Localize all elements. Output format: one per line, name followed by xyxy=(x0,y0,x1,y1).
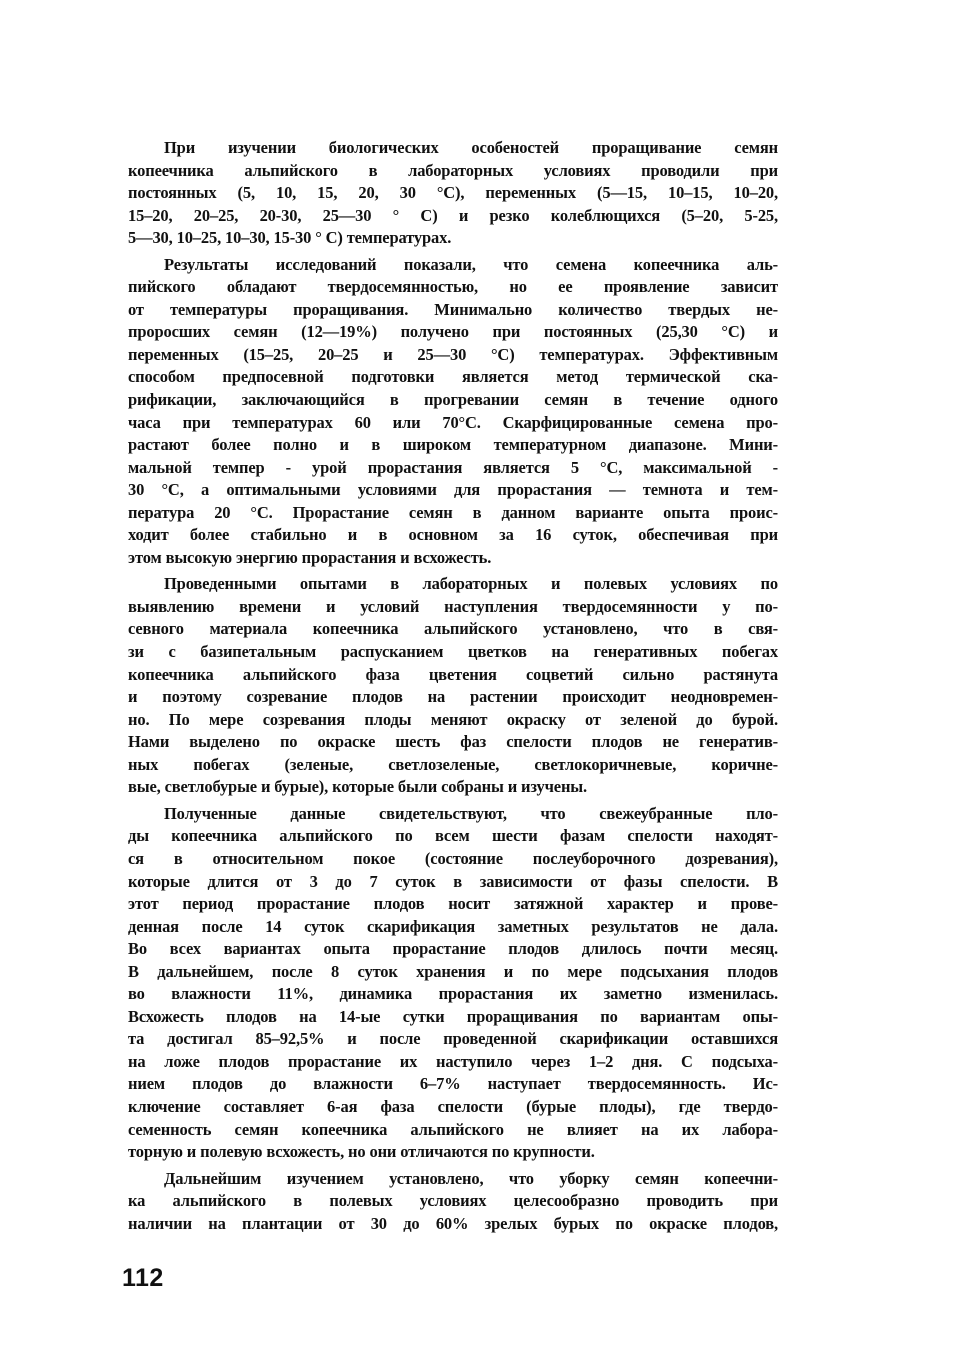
paragraph-1 xyxy=(128,137,778,250)
page-number: 112 xyxy=(122,1264,164,1292)
text-line: растают более полно и в широком температурном диапазоне. Мини- xyxy=(128,435,778,455)
text-line: постоянных (5, 10, 15, 20, 30 °С), переменных (5—15, 10–15, 10–20, xyxy=(128,183,778,203)
text-line: ся в относительном покое (состояние послеуборочного дозревания), xyxy=(128,848,778,868)
text-line: Дальнейшим изучением установлено, что уборку семян копеечни- xyxy=(164,1168,778,1188)
text-line: этом высокую энергию прорастания и всхожесть. xyxy=(128,547,492,567)
text-line: Полученные данные свидетельствуют, что свежеубранные пло- xyxy=(164,803,778,823)
page-body xyxy=(128,137,778,1239)
text-line: Всхожесть плодов на 14-ые сутки проращивания по вариантам опы- xyxy=(128,1006,778,1026)
text-line: Проведенными опытами в лабораторных и полевых условиях по xyxy=(164,574,778,594)
text-line: пийского обладают твердосемянностью, но ее проявление зависит xyxy=(128,277,778,297)
text-line: та достигал 85–92,5% и после проведенной скарификации оставшихся xyxy=(128,1029,778,1049)
text-line: зи с базипетальным распусканием цветков на генеративных побегах xyxy=(128,642,778,662)
text-line: мальной темпер - урой прорастания является 5 °С, максимальной - xyxy=(128,457,778,477)
text-line: севного материала копеечника альпийского установлено, что в свя- xyxy=(128,619,778,639)
text-line: от температуры проращивания. Минимально количество твердых не- xyxy=(128,299,778,319)
text-line: ключение составляет 6-ая фаза спелости (бурые плоды), где твердо- xyxy=(128,1096,778,1116)
text-line: 5—30, 10–25, 10–30, 15-30 ° С) температурах. xyxy=(128,228,452,248)
text-line: которые длится от 3 до 7 суток в зависимости от фазы спелости. В xyxy=(128,871,778,891)
text-line: семенность семян копеечника альпийского не влияет на их лабора- xyxy=(128,1119,778,1139)
text-line: 30 °С, а оптимальными условиями для прорастания — темнота и тем- xyxy=(128,480,778,500)
text-line: Результаты исследований показали, что семена копеечника аль- xyxy=(164,254,778,274)
text-line: часа при температурах 60 или 70°С. Скарфицированные семена про- xyxy=(128,412,778,432)
text-line: на ложе плодов прорастание их наступило через 1–2 дня. С подсыха- xyxy=(128,1051,778,1071)
text-line: выявлению времени и условий наступления твердосемянности у по- xyxy=(128,596,778,616)
text-line: проросших семян (12—19%) получено при постоянных (25,30 °С) и xyxy=(128,322,778,342)
text-line: ходит более стабильно и в основном за 16 суток, обеспечивая при xyxy=(128,525,778,545)
text-line: При изучении биологических особеностей проращивание семян xyxy=(164,138,778,157)
text-line: во влажности 11%, динамика прорастания их заметно изменилась. xyxy=(128,984,778,1004)
text-line: нием плодов до влажности 6–7% наступает твердосемянность. Ис- xyxy=(128,1074,778,1094)
text-line: вые, светлобурые и бурые), которые были собраны и изучены. xyxy=(128,777,588,797)
text-line: этот период прорастание плодов носит затяжной характер и прове- xyxy=(128,894,778,914)
text-line: переменных (15–25, 20–25 и 25—30 °С) температурах. Эффективным xyxy=(128,344,778,364)
text-line: копеечника альпийского фаза цветения соцветий сильно растянута xyxy=(128,664,778,684)
text-line: но. По мере созревания плоды меняют окраску от зеленой до бурой. xyxy=(128,709,778,729)
text-line: ных побегах (зеленые, светлозеленые, светлокоричневые, коричне- xyxy=(128,754,778,774)
text-line: денная после 14 суток скарификация заметных результатов не дала. xyxy=(128,916,778,936)
text-line: Нами выделено по окраске шесть фаз спелости плодов не генератив- xyxy=(128,732,778,752)
text-line: рификации, заключающийся в прогревании семян в течение одного xyxy=(128,390,778,410)
text-line: 15–20, 20–25, 20-30, 25—30 ° С) и резко колеблющихся (5–20, 5-25, xyxy=(128,205,778,225)
text-line: копеечника альпийского в лабораторных условиях проводили при xyxy=(128,160,778,180)
paragraph-5 xyxy=(128,1168,778,1236)
paragraph-3 xyxy=(128,573,778,798)
text-line: и поэтому созревание плодов на растении происходит неодновремен- xyxy=(128,687,778,707)
text-line: пература 20 °С. Прорастание семян в данном варианте опыта проис- xyxy=(128,502,778,522)
text-line: ды копеечника альпийского по всем шести фазам спелости находят- xyxy=(128,826,778,846)
text-line: способом предпосевной подготовки является метод термической ска- xyxy=(128,367,778,387)
text-line: торную и полевую всхожесть, но они отличаются по крупности. xyxy=(128,1142,595,1162)
text-line: наличии на плантации от 30 до 60% зрелых бурых по окраске плодов, xyxy=(128,1213,778,1233)
text-line: ка альпийского в полевых условиях целесообразно проводить при xyxy=(128,1191,778,1211)
paragraph-2 xyxy=(128,254,778,570)
paragraph-4 xyxy=(128,803,778,1164)
text-line: Во всех вариантах опыта прорастание плодов длилось почти месяц. xyxy=(128,939,778,959)
text-line: В дальнейшем, после 8 суток хранения и по мере подсыхания плодов xyxy=(128,961,778,981)
